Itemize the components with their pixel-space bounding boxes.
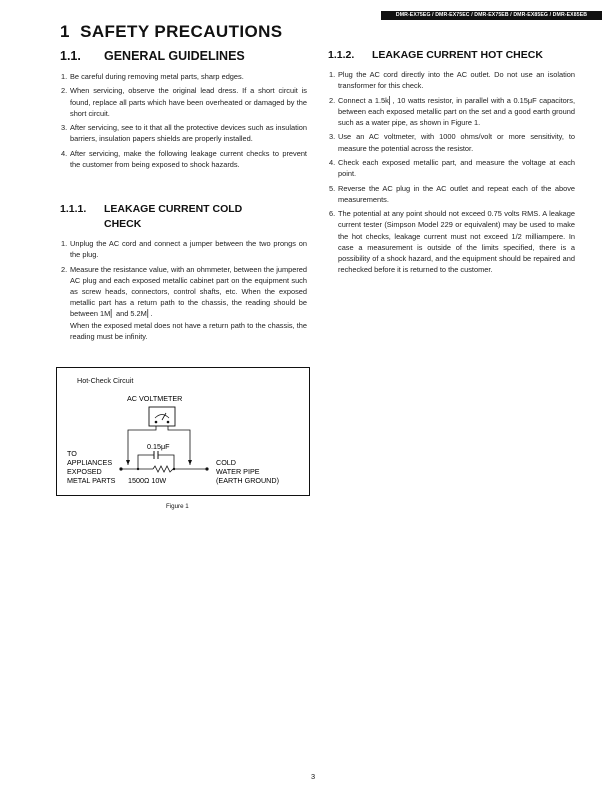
list-item: 4. Check each exposed metallic part, and measure the voltage at each point. [329, 157, 575, 179]
list-item: 1. Plug the AC cord directly into the AC outlet. Do not use an isolation transformer for this check. [329, 70, 575, 91]
list-item: 3. Use an AC voltmeter, with 1000 ohms/volt or more sensitivity, to measure the potential across the resistor. [329, 132, 575, 153]
resistor-icon [153, 466, 173, 472]
heading-text: GENERAL GUIDELINES [104, 49, 245, 63]
page-number: 3 [311, 772, 316, 781]
hot-check-circuit-diagram [57, 368, 309, 495]
list-item: 1. Unplug the AC cord and connect a jumper between the two prongs on the plug. [61, 239, 307, 260]
resistor-label: 1500Ω 10W [128, 476, 167, 485]
page-title [60, 22, 283, 42]
section-title: SAFETY PRECAUTIONS [80, 22, 283, 41]
left-label: METAL PARTS [67, 476, 116, 485]
list-item: 1. Be careful during removing metal parts, sharp edges. [61, 72, 244, 81]
list-item: 6. The potential at any point should not exceed 0.75 volts RMS. A leakage current tester (Simpson Model 229 or equivalent) may be used to make the hot checks, leakage current must not exceed 1/2 milliampere. In case a measurement is outside of the limits specified, there is a possibility of a shock hazard, and the equipment should be repaired and rechecked before it is returned to the customer. [329, 209, 575, 275]
voltmeter-label: AC VOLTMETER [127, 394, 183, 403]
heading-text: LEAKAGE CURRENT HOT CHECK [372, 49, 543, 61]
right-label: (EARTH GROUND) [216, 476, 279, 485]
right-label: COLD [216, 458, 236, 467]
model-header-bar: DMR-EX75EG / DMR-EX75EC / DMR-EX75EB / DMR-EX85EG / DMR-EX85EB [381, 11, 602, 20]
hot-check-figure [56, 367, 310, 496]
capacitor-label: 0.15μF [147, 442, 170, 451]
heading-number: 1.1.2. [328, 49, 355, 61]
left-label: EXPOSED [67, 467, 102, 476]
voltmeter-icon [149, 407, 175, 426]
heading-general-guidelines [60, 49, 245, 63]
list-item: 2. When servicing, observe the original lead dress. If a short circuit is found, replace all parts which have been overheated or damaged by the short circuit. [61, 86, 307, 118]
section-number: 1 [60, 22, 70, 41]
hot-check-list [329, 69, 575, 279]
cold-check-list [61, 238, 307, 345]
list-item: 2. Measure the resistance value, with an ohmmeter, between the jumpered AC plug and each exposed metallic cabinet part on the equipment such as screw heads, connectors, control shafts, etc. When the exposed metallic part has a return path to the chassis, the reading should be between 1M⎢ and 5.2M⎢. When the exposed metal does not have a return path to the chassis, the reading must be infinity. [61, 264, 307, 341]
heading-cold-check [60, 202, 310, 232]
list-item: 5. Reverse the AC plug in the AC outlet and repeat each of the above measurements. [329, 183, 575, 204]
list-item: 4. After servicing, make the following leakage current checks to prevent the customer from being exposed to shock hazards. [61, 148, 307, 169]
heading-text: LEAKAGE CURRENT COLD CHECK [104, 203, 243, 230]
right-label: WATER PIPE [216, 467, 260, 476]
heading-number: 1.1.1. [60, 203, 87, 215]
heading-hot-check [328, 49, 543, 61]
figure-caption: Figure 1 [166, 503, 189, 510]
figure-title: Hot-Check Circuit [77, 376, 134, 385]
left-label: TO [67, 449, 77, 458]
left-label: APPLIANCES [67, 458, 113, 467]
heading-number: 1.1. [60, 49, 81, 63]
list-item: 2. Connect a 1.5k⎢, 10 watts resistor, in parallel with a 0.15μF capacitors, between each exposed metallic part on the set and a good earth ground such as a water pipe, as shown in Figure 1. [329, 95, 575, 127]
list-item: 3. After servicing, see to it that all the protective devices such as insulation barriers, insulation papers shields are properly installed. [61, 123, 307, 144]
cold-check-note: When the exposed metal does not have a return path to the chassis, the reading must be infinity. [70, 320, 307, 341]
general-guidelines-list [61, 71, 307, 173]
